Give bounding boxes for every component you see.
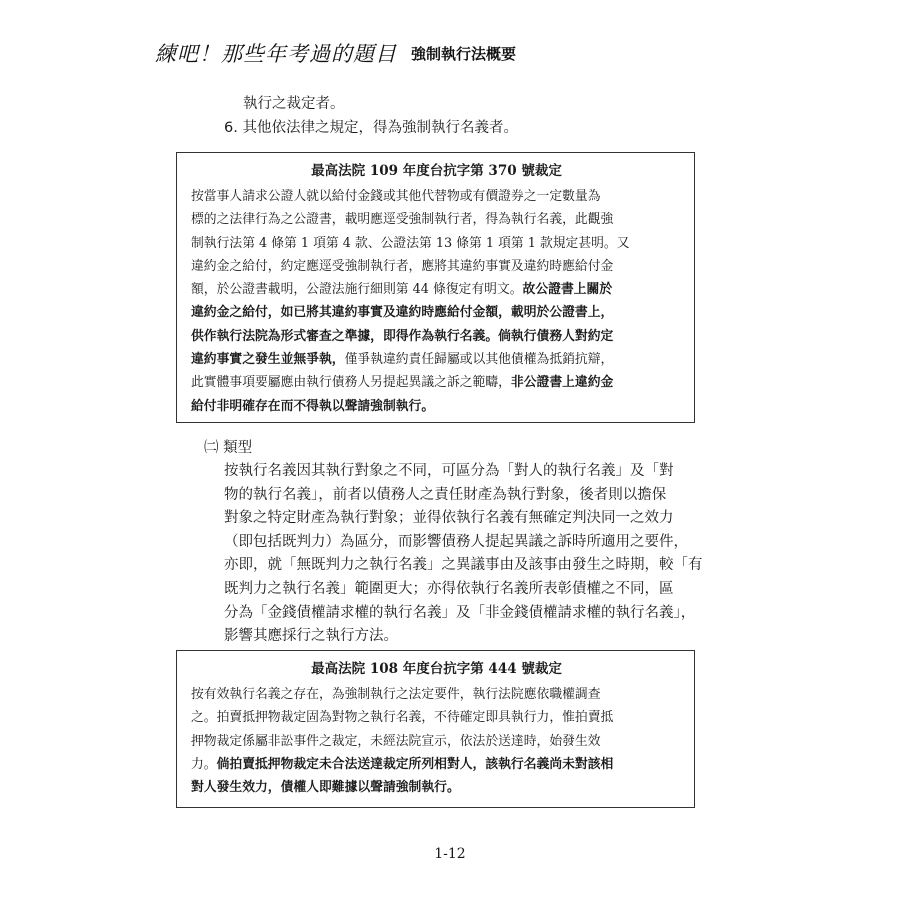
paragraph-line: 亦即，就「無既判力之執行名義」之異議事由及該事由發生之時期，較「有 [224,557,703,574]
paragraph-line: 按執行名義因其執行對象之不同，可區分為「對人的執行名義」及「對 [224,463,674,479]
bold-text: 供作執行法院為形式審查之準據，即得作為執行名義。倘執行債務人對約定 [191,328,614,344]
bold-text: 非公證書上違約金 [510,375,614,391]
case-line [191,301,682,324]
section-types [204,436,703,649]
text: 額，於公證書載明，公證法施行細則第 44 條復定有明文。 [191,282,523,298]
case-line [191,730,682,753]
case-line [191,185,682,208]
text: 之。拍賣抵押物裁定固為對物之執行名義，不待確定即具執行力，惟拍賣抵 [191,710,614,726]
bold-text: 違約事實之發生並無爭執， [191,352,345,368]
paragraph-line: 既判力之執行名義」範圍更大；亦得依執行名義所表彰債權之不同，區 [224,580,674,597]
paragraph-line: 物的執行名義」，前者以債務人之責任財產為執行對象，後者則以擔保 [224,486,667,503]
page-header [155,38,516,68]
case-line [191,371,682,394]
text: 按當事人請求公證人就以給付金錢或其他代替物或有價證券之一定數量為 [191,189,601,204]
bold-text: 故公證書上關於 [522,282,613,298]
intro-line: 執行之裁定者。 [243,96,345,112]
case-line [191,278,682,301]
paragraph-line: 影響其應採行之執行方法。 [224,628,398,645]
case-line [191,706,682,729]
case-box-370 [176,152,695,423]
section-body [204,460,703,649]
text: 僅爭執違約責任歸屬或以其他債權為抵銷抗辯， [344,352,614,368]
case-line [191,325,682,348]
brand-logo-text: 練吧！那些年考過的題目 [155,42,397,66]
text: 此實體事項要屬應由執行債務人另提起異議之訴之範疇， [191,375,511,391]
paragraph-line: （即包括既判力）為區分，而影響債務人提起異議之訴時所適用之要件， [224,533,688,550]
intro-text [200,92,518,140]
chapter-title: 強制執行法概要 [411,44,517,63]
case-title: 最高法院 109 年度台抗字第 370 號裁定 [311,163,562,179]
case-line [191,753,682,776]
text: 制執行法第 4 條第 1 項第 4 款、公證法第 13 條第 1 項第 1 款規定甚明。又 [191,235,630,251]
bold-text: 對人發生效力，債權人即難據以聲請強制執行。 [191,780,460,796]
paragraph-line: 對象之特定財產為執行對象；並得依執行名義有無確定判決同一之效力 [224,510,674,527]
bold-text: 給付非明確存在而不得執以聲請強制執行。 [191,398,435,414]
bold-text: 違約金之給付，如已將其違約事實及違約時應給付金額，載明於公證書上， [191,305,614,321]
case-box-444 [176,650,695,808]
text: 力。 [191,756,217,772]
case-line [191,232,682,255]
case-line [191,395,682,418]
text: 標的之法律行為之公證書，載明應逕受強制執行者，得為執行名義，此觀強 [191,212,614,228]
paragraph-line: 分為「金錢債權請求權的執行名義」及「非金錢債權請求權的執行名義」， [224,604,696,621]
section-heading: ㈡ 類型 [204,440,253,456]
text: 押物裁定係屬非訟事件之裁定，未經法院宣示，依法於送達時，始發生效 [191,733,601,749]
case-line [191,255,682,278]
text: 違約金之給付，約定應逕受強制執行者，應將其違約事實及違約時應給付金 [191,258,614,274]
case-line [191,776,682,799]
case-body [191,185,682,418]
case-body [191,683,682,799]
case-line [191,208,682,231]
case-line [191,348,682,371]
case-title: 最高法院 108 年度台抗字第 444 號裁定 [311,661,562,677]
bold-text: 倘拍賣抵押物裁定未合法送達裁定所列相對人，該執行名義尚未對該相 [216,756,614,772]
intro-line: 6. 其他依法律之規定，得為強制執行名義者。 [224,120,518,136]
case-line [191,683,682,706]
page-number: 1-12 [434,846,466,862]
text: 按有效執行名義之存在，為強制執行之法定要件，執行法院應依職權調查 [191,687,601,702]
